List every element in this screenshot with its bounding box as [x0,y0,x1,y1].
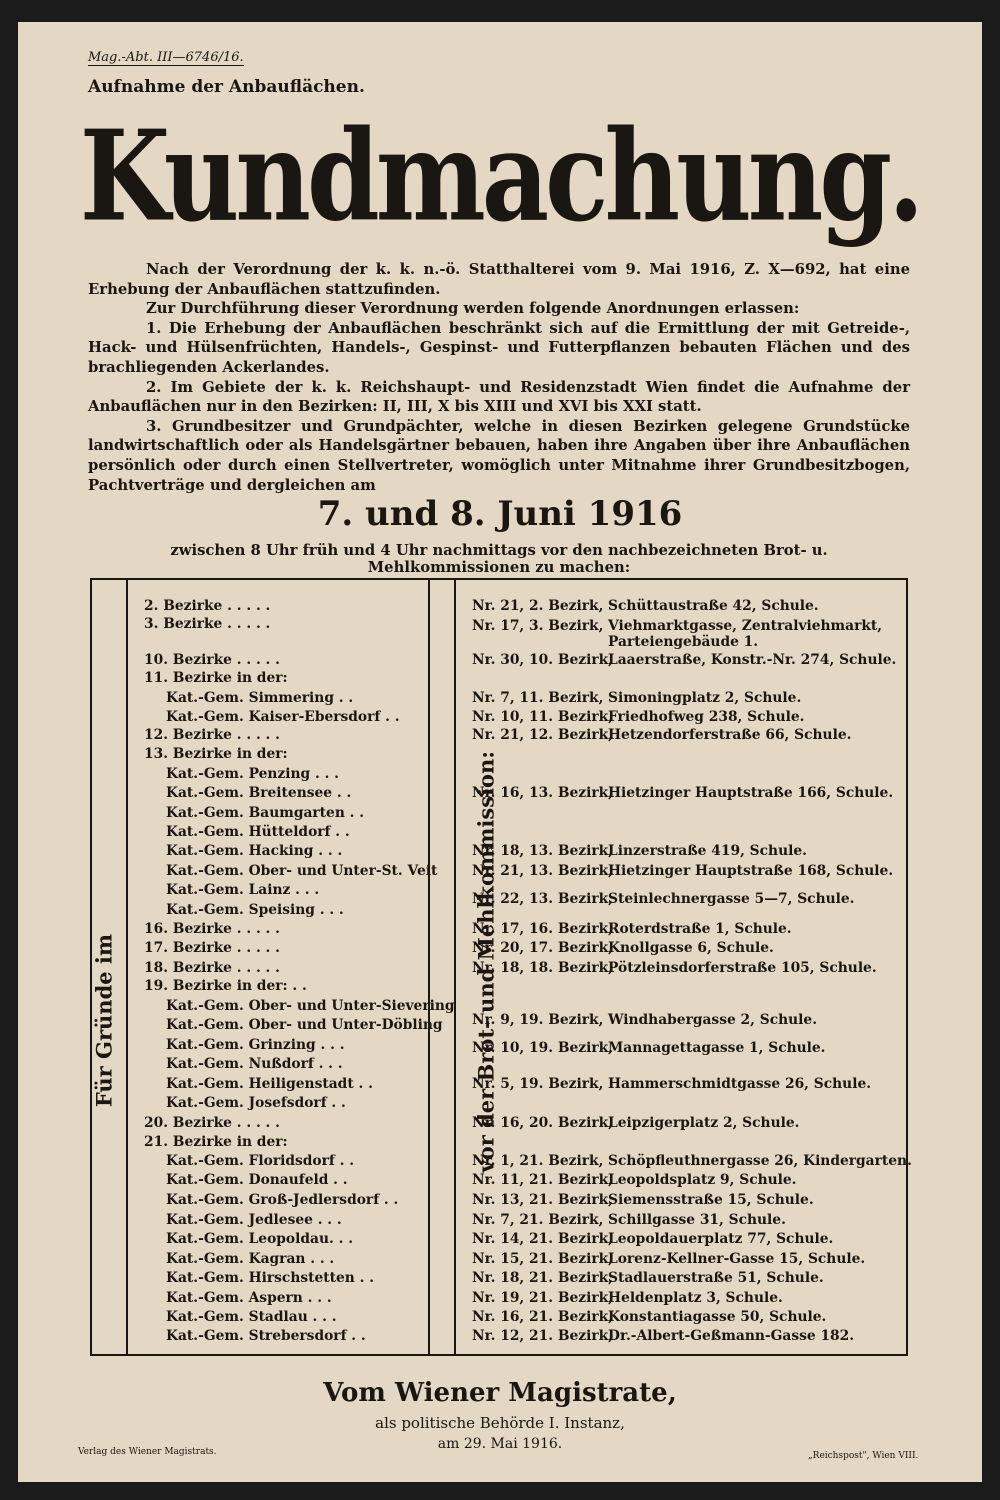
district-row: Kat.-Gem. Kagran . . . [166,1251,335,1267]
district-row: Kat.-Gem. Lainz . . . [166,882,320,898]
commission-number: Nr. 18, 18. Bezirk, [472,960,613,976]
issuer-heading: Vom Wiener Magistrate, [323,1378,677,1408]
commission-address: Steinlechnergasse 5—7, Schule. [608,891,855,907]
issuer-authority: als politische Behörde I. Instanz, [375,1414,625,1432]
commission-number: Nr. 14, 21. Bezirk, [472,1231,613,1247]
poster-sheet [18,22,982,1482]
district-row: Kat.-Gem. Floridsdorf . . [166,1153,355,1169]
commission-number: Nr. 30, 10. Bezirk, [472,652,613,668]
commission-number: Nr. 21, 12. Bezirk, [472,727,613,743]
commission-address: Schüttaustraße 42, Schule. [608,598,819,614]
commission-number: Nr. 10, 19. Bezirk, [472,1040,613,1056]
district-row: 10. Bezirke . . . . . [144,652,280,668]
printer-note: „Reichspost", Wien VIII. [808,1451,919,1461]
commission-address: Roterdstraße 1, Schule. [608,921,792,937]
district-row: 19. Bezirke in der: . . [144,978,307,994]
mid-column-label: vor der Brot- und Mehlkommission: [473,750,499,1173]
issue-date: am 29. Mai 1916. [437,1436,563,1452]
commission-number: Nr. 5, 19. Bezirk, [472,1076,604,1092]
commission-address: Schöpfleuthnergasse 26, Kindergarten. [608,1153,912,1169]
district-row: Kat.-Gem. Hirschstetten . . [166,1270,375,1286]
commission-number: Nr. 1, 21. Bezirk, [472,1153,604,1169]
commission-number: Nr. 17, 16. Bezirk, [472,921,613,937]
district-row: Kat.-Gem. Ober- und Unter-Sievering [166,998,455,1014]
time-instruction: zwischen 8 Uhr früh und 4 Uhr nachmittags vor den nachbezeichneten Brot- u. Mehlkommissionen zu machen: [170,542,828,576]
district-row: Kat.-Gem. Simmering . . [166,690,354,706]
district-row: 17. Bezirke . . . . . [144,940,280,956]
commission-address: Hietzinger Hauptstraße 168, Schule. [608,863,894,879]
publisher-note: Verlag des Wiener Magistrats. [78,1447,217,1457]
body-text [88,260,910,495]
page-title: Kundmachung. [79,102,921,250]
district-row: Kat.-Gem. Heiligenstadt . . [166,1076,373,1092]
district-row: Kat.-Gem. Nußdorf . . . [166,1056,343,1072]
district-row: Kat.-Gem. Jedlesee . . . [166,1212,342,1228]
district-row: 11. Bezirke in der: [144,670,288,686]
table-divider-left [126,580,128,1354]
commission-number: Nr. 22, 13. Bezirk, [472,891,613,907]
commission-number: Nr. 12, 21. Bezirk, [472,1328,613,1344]
district-row: Kat.-Gem. Hacking . . . [166,843,343,859]
district-row: 16. Bezirke . . . . . [144,921,280,937]
commission-address: Windhabergasse 2, Schule. [608,1012,817,1028]
commission-address: Dr.-Albert-Geßmann-Gasse 182. [608,1328,855,1344]
commission-address: Leipzigerplatz 2, Schule. [608,1115,800,1131]
paragraph-2: Zur Durchführung dieser Verordnung werden folgende Anordnungen erlassen: [146,300,800,318]
district-row: 21. Bezirke in der: [144,1134,288,1150]
district-row: 2. Bezirke . . . . . [144,598,271,614]
commission-address: Simoningplatz 2, Schule. [608,690,802,706]
commission-number: Nr. 21, 13. Bezirk, [472,863,613,879]
commission-number: Nr. 16, 21. Bezirk, [472,1309,613,1325]
date-heading: 7. und 8. Juni 1916 [317,494,683,534]
commission-number: Nr. 7, 21. Bezirk, [472,1212,604,1228]
district-row: Kat.-Gem. Kaiser-Ebersdorf . . [166,709,400,725]
commission-address: Linzerstraße 419, Schule. [608,843,807,859]
commission-number: Nr. 16, 20. Bezirk, [472,1115,613,1131]
commission-address: Laaerstraße, Konstr.-Nr. 274, Schule. [608,652,897,668]
commission-table [90,578,912,1356]
district-row: 13. Bezirke in der: [144,746,288,762]
commission-number: Nr. 21, 2. Bezirk, [472,598,604,614]
reference-number: Mag.-Abt. III—6746/16. [88,50,244,65]
commission-address: Mannagettagasse 1, Schule. [608,1040,826,1056]
commission-number: Nr. 7, 11. Bezirk, [472,690,604,706]
commission-address: Stadlauerstraße 51, Schule. [608,1270,824,1286]
district-row: Kat.-Gem. Hütteldorf . . [166,824,350,840]
district-row: 3. Bezirke . . . . . [144,616,271,632]
commission-number: Nr. 20, 17. Bezirk, [472,940,613,956]
district-row: Kat.-Gem. Groß-Jedlersdorf . . [166,1192,399,1208]
table-divider-mid-2 [454,580,456,1354]
district-row: Kat.-Gem. Breitensee . . [166,785,352,801]
table-divider-mid-1 [428,580,430,1354]
commission-number: Nr. 11, 21. Bezirk, [472,1172,613,1188]
paragraph-4: 2. Im Gebiete der k. k. Reichshaupt- und Residenzstadt Wien findet die Aufnahme der Anbauflächen nur in den Bezirken: II, III, X bis XIII und XVI bis XXI statt. [88,378,910,416]
commission-address: Friedhofweg 238, Schule. [608,709,805,725]
commission-address: Heldenplatz 3, Schule. [608,1290,783,1306]
district-row: 18. Bezirke . . . . . [144,960,280,976]
commission-address: Hetzendorferstraße 66, Schule. [608,727,852,743]
district-row: Kat.-Gem. Ober- und Unter-St. Veit [166,863,438,879]
left-column-label: Für Gründe im [91,933,117,1108]
commission-number: Nr. 18, 13. Bezirk, [472,843,613,859]
district-row: Kat.-Gem. Baumgarten . . [166,805,365,821]
paragraph-3: 1. Die Erhebung der Anbauflächen beschränkt sich auf die Ermittlung der mit Getreide-, Hack- und Hülsenfrüchten, Handels-, Gespinst- und Futterpflanzen bebauten Flächen und des brachliegenden Ackerlandes. [88,319,910,376]
commission-number: Nr. 13, 21. Bezirk, [472,1192,613,1208]
commission-number: Nr. 15, 21. Bezirk, [472,1251,613,1267]
commission-number: Nr. 18, 21. Bezirk, [472,1270,613,1286]
district-row: 20. Bezirke . . . . . [144,1115,280,1131]
commission-address: Siemensstraße 15, Schule. [608,1192,814,1208]
commission-address: Leopoldsplatz 9, Schule. [608,1172,797,1188]
district-row: Kat.-Gem. Ober- und Unter-Döbling [166,1017,443,1033]
paragraph-1: Nach der Verordnung der k. k. n.-ö. Statthalterei vom 9. Mai 1916, Z. X—692, hat eine Erhebung der Anbauflächen stattzufinden. [88,261,910,298]
commission-address: Konstantiagasse 50, Schule. [608,1309,827,1325]
commission-address: Leopoldauerplatz 77, Schule. [608,1231,834,1247]
commission-number: Nr. 10, 11. Bezirk, [472,709,613,725]
commission-number: Nr. 19, 21. Bezirk, [472,1290,613,1306]
district-row: 12. Bezirke . . . . . [144,727,280,743]
district-row: Kat.-Gem. Strebersdorf . . [166,1328,366,1344]
subtitle: Aufnahme der Anbauflächen. [88,77,365,97]
commission-address: Knollgasse 6, Schule. [608,940,774,956]
commission-address: Pötzleinsdorferstraße 105, Schule. [608,960,877,976]
commission-number: Nr. 17, 3. Bezirk, [472,618,604,634]
commission-address: Hietzinger Hauptstraße 166, Schule. [608,785,894,801]
district-row: Kat.-Gem. Josefsdorf . . [166,1095,346,1111]
district-row: Kat.-Gem. Stadlau . . . [166,1309,337,1325]
district-row: Kat.-Gem. Aspern . . . [166,1290,332,1306]
commission-address: Schillgasse 31, Schule. [608,1212,786,1228]
commission-address: Hammerschmidtgasse 26, Schule. [608,1076,872,1092]
district-row: Kat.-Gem. Donaufeld . . [166,1172,348,1188]
commission-address: Parteiengebäude 1. [608,634,759,650]
district-row: Kat.-Gem. Speising . . . [166,902,344,918]
commission-number: Nr. 9, 19. Bezirk, [472,1012,604,1028]
paragraph-5: 3. Grundbesitzer und Grundpächter, welche in diesen Bezirken gelegene Grundstücke landwirtschaftlich oder als Handelsgärtner bebauen, haben ihre Angaben über ihre Anbauflächen persönlich oder durch einen Stellvertreter, womöglich unter Mitnahme ihrer Grundbesitzbogen, Pachtverträge und dergleichen am [88,417,910,494]
commission-address: Lorenz-Kellner-Gasse 15, Schule. [608,1251,866,1267]
district-row: Kat.-Gem. Grinzing . . . [166,1037,345,1053]
district-row: Kat.-Gem. Penzing . . . [166,766,339,782]
commission-number: Nr. 16, 13. Bezirk, [472,785,613,801]
district-row: Kat.-Gem. Leopoldau. . . [166,1231,354,1247]
commission-address: Viehmarktgasse, Zentralviehmarkt, [608,618,883,634]
